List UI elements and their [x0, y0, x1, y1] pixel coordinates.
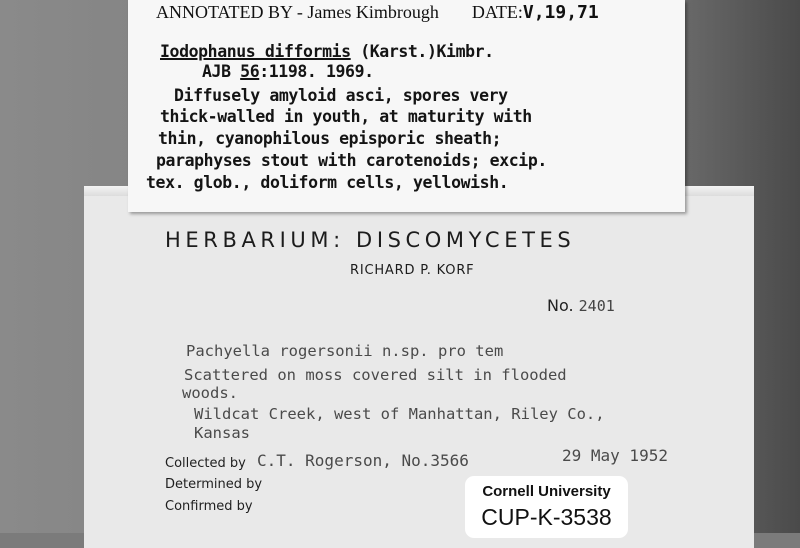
- herbarium-number-label: No.: [547, 296, 574, 315]
- habitat-line-2: woods.: [182, 384, 238, 402]
- habitat-line-1: Scattered on moss covered silt in flooded: [184, 366, 567, 384]
- collection-date: 29 May 1952: [562, 446, 668, 465]
- determination: Pachyella rogersonii n.sp. pro tem: [186, 342, 504, 360]
- description-line-5: tex. glob., doliform cells, yellowish.: [146, 173, 509, 192]
- herbarium-number-value: 2401: [578, 297, 615, 315]
- collected-by-label: Collected by: [165, 456, 246, 471]
- specimen-badge: [465, 476, 628, 538]
- herbarium-curator: RICHARD P. KORF: [350, 263, 475, 278]
- citation-journal: AJB: [202, 62, 231, 81]
- herbarium-title: HERBARIUM: DISCOMYCETES: [165, 228, 576, 252]
- description-line-1: Diffusely amyloid asci, spores very: [174, 86, 508, 105]
- taxon-name: Iodophanus difformis: [160, 42, 351, 61]
- locality-line-2: Kansas: [194, 424, 250, 442]
- annotated-by-label: ANNOTATED BY -: [156, 2, 303, 22]
- confirmed-by-label: Confirmed by: [165, 499, 253, 514]
- herbarium-number: [547, 296, 615, 315]
- citation-volume: 56: [240, 62, 260, 81]
- taxon-line: [160, 42, 494, 61]
- date-label: DATE:: [471, 2, 523, 22]
- citation-rest: :1198. 1969.: [259, 62, 374, 81]
- annotation-header: [156, 2, 599, 23]
- locality-line-1: Wildcat Creek, west of Manhattan, Riley Co.,: [194, 405, 605, 423]
- badge-institution: Cornell University: [482, 483, 611, 500]
- collector: C.T. Rogerson, No.3566: [257, 451, 469, 470]
- determined-by-label: Determined by: [165, 477, 263, 492]
- description-line-4: paraphyses stout with carotenoids; excip.: [156, 151, 547, 170]
- taxon-author: (Karst.)Kimbr.: [360, 42, 494, 61]
- badge-accession: CUP-K-3538: [481, 504, 612, 530]
- citation-line: [202, 62, 374, 81]
- date-value: V,19,71: [522, 2, 599, 23]
- annotator-name: James Kimbrough: [307, 2, 439, 22]
- description-line-3: thin, cyanophilous episporic sheath;: [158, 129, 502, 148]
- description-line-2: thick-walled in youth, at maturity with: [160, 107, 532, 126]
